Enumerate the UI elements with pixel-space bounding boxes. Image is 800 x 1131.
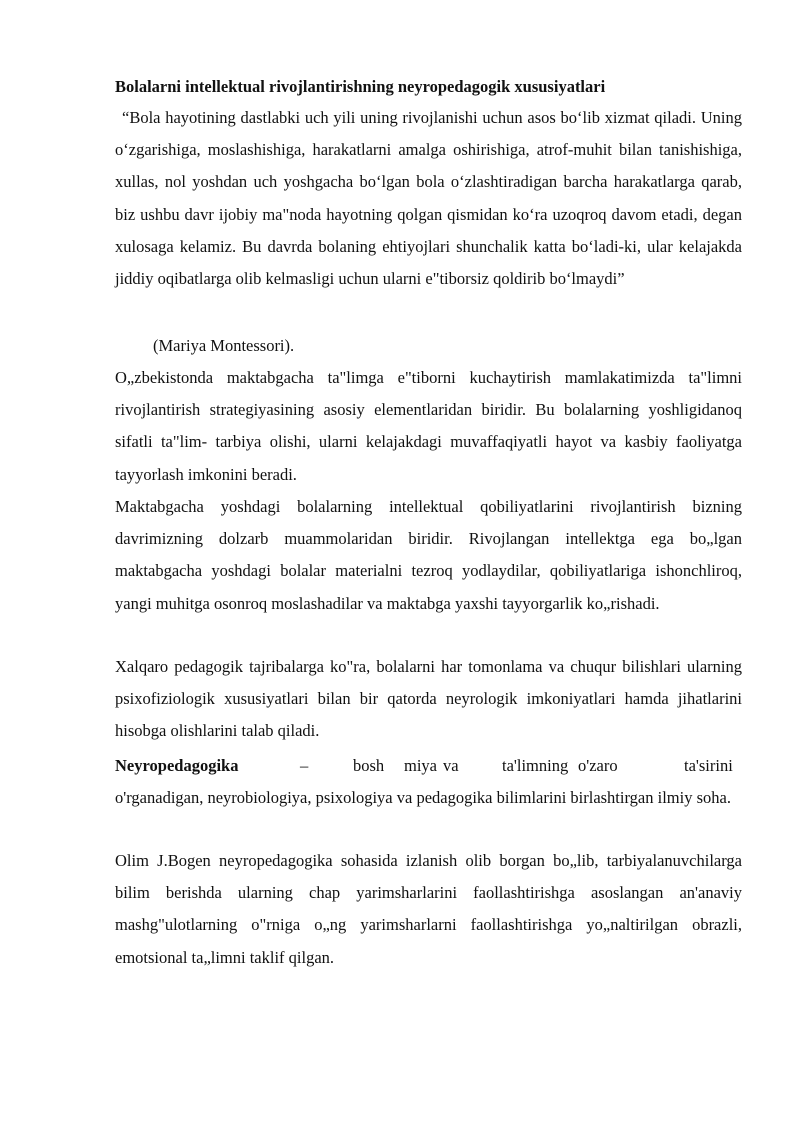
- paragraph: O„zbekistonda maktabgacha ta"limga e"tiborni kuchaytirish mamlakatimizda ta"limni rivojlantirish strategiyasining asosiy elementlaridan biridir. Bu bolalarning yoshligidanoq sifatli ta"lim- tarbiya olishi, ularni kelajakdagi muvaffaqiyatli hayot va kasbiy faoliyatga tayyorlash imkonini beradi.: [115, 368, 742, 484]
- definition-dash: –: [300, 756, 309, 775]
- paragraph: Maktabgacha yoshdagi bolalarning intellektual qobiliyatlarini rivojlantirish bizning davrimizning dolzarb muammolaridan biridir. Rivojlangan intellektga ega bo„lgan maktabgacha yoshdagi bolalar materialni tezroq yodlaydilar, qobiliyatlariga ishonchliroq, yangi muhitga osonroq moslashadilar va maktabga yaxshi tayyorgarlik ko„rishadi.: [115, 497, 742, 613]
- epigraph-quote: “Bola hayotining dastlabki uch yili uning rivojlanishi uchun asos bo‘lib xizmat qiladi. Uning o‘zgarishiga, moslashishiga, harakatlarni amalga oshirishiga, atrof-muhit bilan tanishishiga, xullas, nol yoshdan uch yoshgacha bo‘lgan bola o‘zlashtiradigan barcha harakatlarga qarab, biz ushbu davr ijobiy ma"noda hayotning qolgan qismidan ko‘ra uzoqroq davom etadi, degan xulosaga kelamiz. Bu davrda bolaning ehtiyojlari shunchalik katta bo‘ladi-ki, ular kelajakda jiddiy oqibatlarga olib kelmasligi uchun ularni e"tiborsiz qoldirib bo‘lmaydi”: [115, 108, 742, 289]
- paragraph: Olim J.Bogen neyropedagogika sohasida izlanish olib borgan bo„lib, tarbiyalanuvchilarga bilim berishda ularning chap yarimsharlarini faollashtirishga asoslangan an'anaviy mashg"ulotlarning o"rniga o„ng yarimsharlarni faollashtirishga yo„naltirilgan obrazli, emotsional ta„limni taklif qilgan.: [115, 851, 742, 967]
- definition-word: ta'sirini: [684, 756, 733, 775]
- definition-word: va: [443, 756, 459, 775]
- definition-term: Neyropedagogika: [115, 756, 239, 775]
- definition-body: o'rganadigan, neyrobiologiya, psixologiya va pedagogika bilimlarini birlashtirgan ilmiy soha.: [115, 788, 731, 807]
- definition-word: ta'limning: [502, 756, 569, 775]
- document-title: Bolalarni intellektual rivojlantirishning neyropedagogik xususiyatlari: [115, 77, 606, 96]
- definition-word: miya: [404, 756, 437, 775]
- definition-word: bosh: [353, 756, 385, 775]
- definition-word: o'zaro: [578, 756, 618, 775]
- quote-author: (Mariya Montessori).: [153, 336, 295, 355]
- definition-heading-line: [115, 750, 742, 782]
- paragraph: Xalqaro pedagogik tajribalarga ko"ra, bolalarni har tomonlama va chuqur bilishlari ularning psixofiziologik xususiyatlari bilan bir qatorda neyrologik imkoniyatlari hamda jihatlarini hisobga olishlarini talab qiladi.: [115, 657, 742, 741]
